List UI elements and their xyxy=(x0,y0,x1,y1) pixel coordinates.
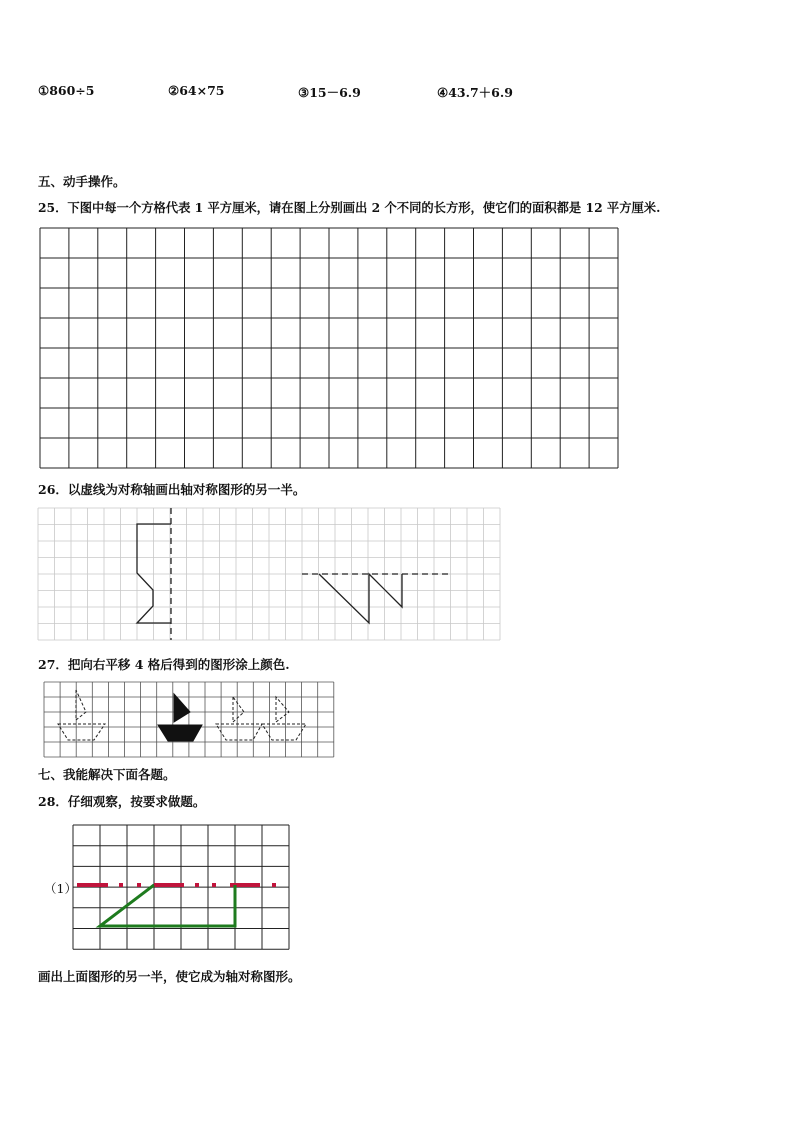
question-27-text: 27．把向右平移 4 格后得到的图形涂上颜色. xyxy=(38,657,290,672)
calc-item-4: ④43.7＋6.9 xyxy=(437,85,513,100)
question-26-text: 26．以虚线为对称轴画出轴对称图形的另一半。 xyxy=(38,482,306,497)
question-28-text: 28．仔细观察，按要求做题。 xyxy=(38,794,206,809)
calc-item-2: ②64×75 xyxy=(168,83,225,98)
section-7-title: 七、我能解决下面各题。 xyxy=(38,767,176,782)
q28-green-half-shape xyxy=(100,885,235,926)
q28-instruction: 画出上面图形的另一半，使它成为轴对称图形。 xyxy=(38,969,301,984)
calc-item-3: ③15－6.9 xyxy=(298,85,361,100)
q28-part-label: （1） xyxy=(44,881,77,896)
calc-item-1: ①860÷5 xyxy=(38,83,95,98)
question-25-text: 25．下图中每一个方格代表 1 平方厘米，请在图上分别画出 2 个不同的长方形，使它们的面积都是 12 平方厘米. xyxy=(38,200,661,215)
section-5-title: 五、动手操作。 xyxy=(38,174,126,189)
